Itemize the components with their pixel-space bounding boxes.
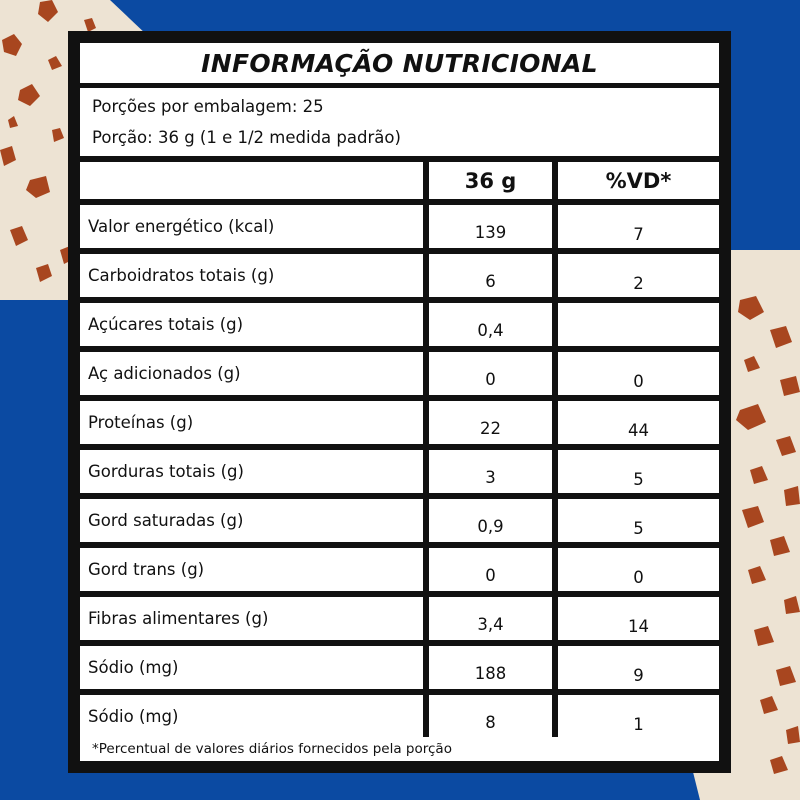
nutrient-name: Sódio (mg) xyxy=(80,646,423,689)
header-blank-cell xyxy=(80,162,423,199)
nutrient-dv xyxy=(558,450,719,493)
nutrient-amount-text: 3,4 xyxy=(477,615,504,634)
nutrient-dv-text: 0 xyxy=(633,568,644,587)
servings-box xyxy=(80,88,719,156)
nutrient-amount-text: 6 xyxy=(485,272,496,291)
nutrient-amount-text: 3 xyxy=(485,468,496,487)
nutrient-name: Gorduras totais (g) xyxy=(80,450,423,493)
nutrient-name: Proteínas (g) xyxy=(80,401,423,444)
serving-size: Porção: 36 g (1 e 1/2 medida padrão) xyxy=(92,128,401,147)
nutrient-dv-text: 0 xyxy=(633,372,644,391)
nutrient-amount xyxy=(429,401,552,444)
nutrient-dv-text: 5 xyxy=(633,470,644,489)
nutrient-amount xyxy=(429,205,552,248)
nutrient-amount xyxy=(429,254,552,297)
nutrient-dv-text: 44 xyxy=(628,421,649,440)
nutrient-dv xyxy=(558,695,719,738)
nutrient-dv xyxy=(558,401,719,444)
nutrient-amount-text: 188 xyxy=(474,664,507,683)
nutrient-dv-text: 9 xyxy=(633,666,644,685)
nutrient-name: Valor energético (kcal) xyxy=(80,205,423,248)
nutrient-amount-text: 8 xyxy=(485,713,496,732)
nutrient-dv xyxy=(558,646,719,689)
nutrient-name: Gord trans (g) xyxy=(80,548,423,591)
nutrient-amount-text: 22 xyxy=(480,419,501,438)
nutrient-amount xyxy=(429,548,552,591)
nutrient-amount-text: 0,9 xyxy=(477,517,504,536)
nutrient-amount xyxy=(429,695,552,738)
dv-footnote: *Percentual de valores diários fornecidos pela porção xyxy=(80,737,719,761)
nutrient-amount xyxy=(429,646,552,689)
nutrient-amount-text: 0,4 xyxy=(477,321,504,340)
nutrient-dv xyxy=(558,254,719,297)
column-header-dv: %VD* xyxy=(558,162,719,199)
servings-per-package: Porções por embalagem: 25 xyxy=(92,97,324,116)
nutrient-name: Açúcares totais (g) xyxy=(80,303,423,346)
nutrient-amount-text: 139 xyxy=(474,223,507,242)
nutrient-amount xyxy=(429,597,552,640)
nutrient-amount-text: 0 xyxy=(485,370,496,389)
nutrient-dv-text: 5 xyxy=(633,519,644,538)
nutrient-name: Aç adicionados (g) xyxy=(80,352,423,395)
nutrient-name: Sódio (mg) xyxy=(80,695,423,738)
nutrition-facts-panel xyxy=(68,31,731,773)
nutrient-name: Gord saturadas (g) xyxy=(80,499,423,542)
nutrient-name: Carboidratos totais (g) xyxy=(80,254,423,297)
nutrient-name: Fibras alimentares (g) xyxy=(80,597,423,640)
nutrient-amount-text: 0 xyxy=(485,566,496,585)
nutrient-amount xyxy=(429,499,552,542)
nutrient-dv xyxy=(558,352,719,395)
nutrient-dv xyxy=(558,597,719,640)
nutrient-dv xyxy=(558,303,719,346)
nutrient-dv xyxy=(558,548,719,591)
nutrient-dv xyxy=(558,205,719,248)
nutrient-dv-text: 7 xyxy=(633,225,644,244)
nutrient-dv-text: 1 xyxy=(633,715,644,734)
column-header-amount: 36 g xyxy=(429,162,552,199)
nutrition-title: INFORMAÇÃO NUTRICIONAL xyxy=(80,43,719,83)
nutrient-amount xyxy=(429,352,552,395)
nutrient-dv-text: 14 xyxy=(628,617,649,636)
nutrient-amount xyxy=(429,303,552,346)
nutrient-dv xyxy=(558,499,719,542)
nutrient-dv-text: 2 xyxy=(633,274,644,293)
nutrient-amount xyxy=(429,450,552,493)
